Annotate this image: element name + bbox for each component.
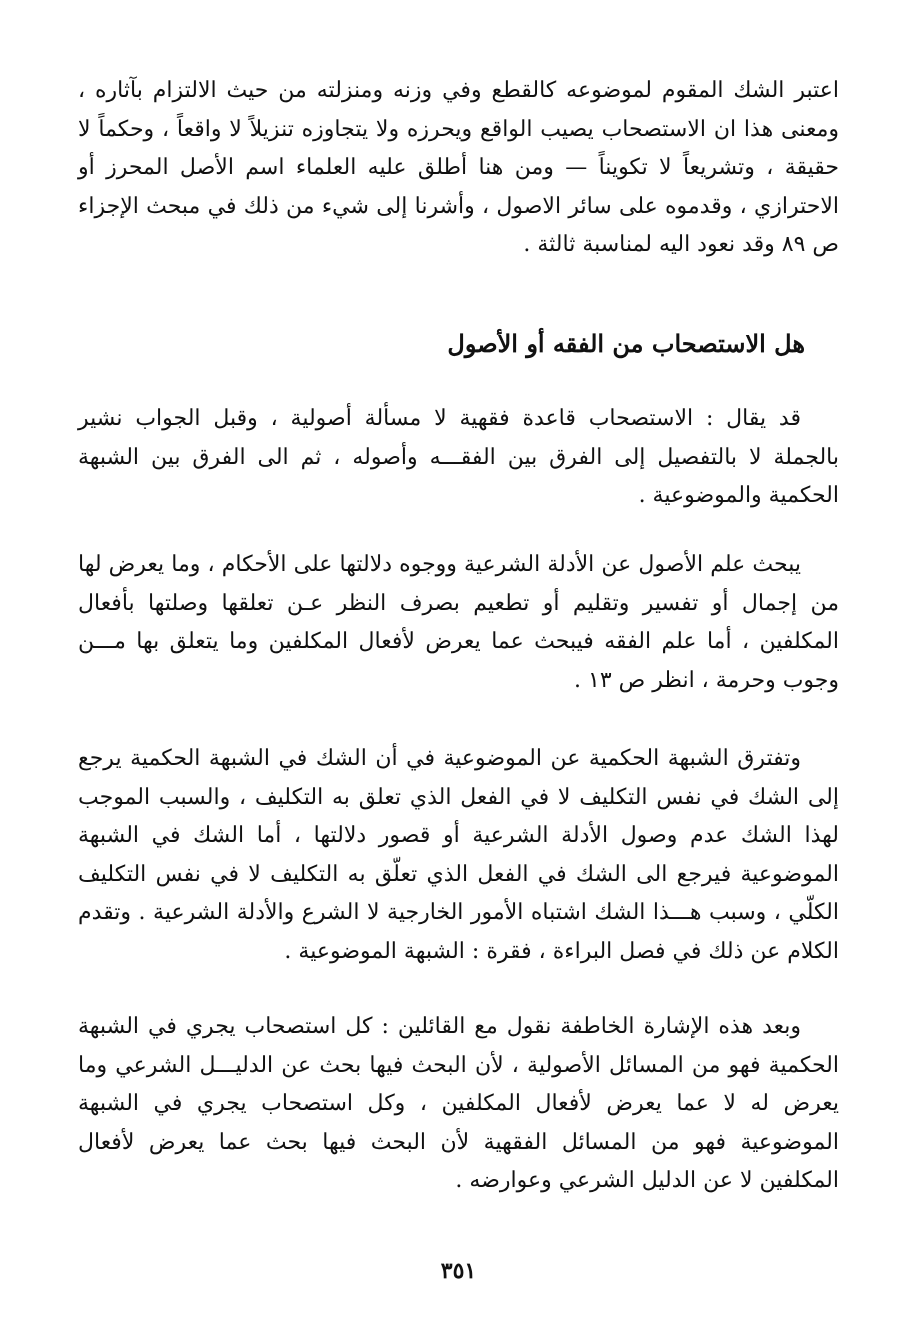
paragraph-continuation: اعتبر الشك المقوم لموضوعه كالقطع وفي وزنه ومنزلته من حيث الالتزام بآثاره ، ومعنى هذا ان الاستصحاب يصيب الواقع ويحرزه ولا يتجاوزه تنزيلاً لا واقعاً ، وحكماً لا حقيقة ، وتشريعاً لا تكويناً — ومن هنا أطلق عليه العلماء اسم الأصل المحرز أو الاحترازي ، وقدموه على سائر الاصول ، وأشرنا إلى شيء من ذلك في مبحث الإجزاء ص ٨٩ وقد نعود اليه لمناسبة ثالثة .: [78, 78, 839, 257]
page-number: ٣٥١: [440, 1258, 477, 1284]
paragraph-usul-definition: يبحث علم الأصول عن الأدلة الشرعية ووجوه دلالتها على الأحكام ، وما يعرض لها من إجمال أو تفسير وتقليم أو تطعيم بصرف النظر عـن تعلقها وصلتها بأفعال المكلفين ، أما علم الفقه فيبحث عما يعرض لأفعال المكلفين وما يتعلق بها مـــن وجوب وحرمة ، انظر ص ١٣ .: [78, 552, 839, 693]
paragraph-shubha-distinction: وتفترق الشبهة الحكمية عن الموضوعية في أن الشك في الشبهة الحكمية يرجع إلى الشك في نفس التكليف لا في الفعل الذي تعلق به التكليف ، والسبب الموجب لهذا الشك عدم وصول الأدلة الشرعية أو قصور دلالتها ، أما الشك في الشبهة الموضوعية فيرجع الى الشك في الفعل الذي تعلّق به التكليف لا في نفس التكليف الكلّي ، وسبب هـــذا الشك اشتباه الأمور الخارجية لا الشرع والأدلة الشرعية . وتقدم الكلام عن ذلك في فصل البراءة ، فقرة : الشبهة الموضوعية .: [78, 746, 839, 964]
paragraph-conclusion: وبعد هذه الإشارة الخاطفة نقول مع القائلين : كل استصحاب يجري في الشبهة الحكمية فهو من المسائل الأصولية ، لأن البحث فيها بحث عن الدليـــل الشرعي وما يعرض له لا عما يعرض لأفعال المكلفين ، وكل استصحاب يجري في الشبهة الموضوعية فهو من المسائل الفقهية لأن البحث فيها بحث عما يعرض لأفعال المكلفين لا عن الدليل الشرعي وعوارضه .: [78, 1014, 839, 1193]
paragraph-question: قد يقال : الاستصحاب قاعدة فقهية لا مسألة أصولية ، وقبل الجواب نشير بالجملة لا بالتفصيل إلى الفرق بين الفقـــه وأصوله ، ثم الى الفرق بين الشبهة الحكمية والموضوعية .: [78, 406, 839, 508]
section-heading: هل الاستصحاب من الفقه أو الأصول: [447, 329, 805, 358]
